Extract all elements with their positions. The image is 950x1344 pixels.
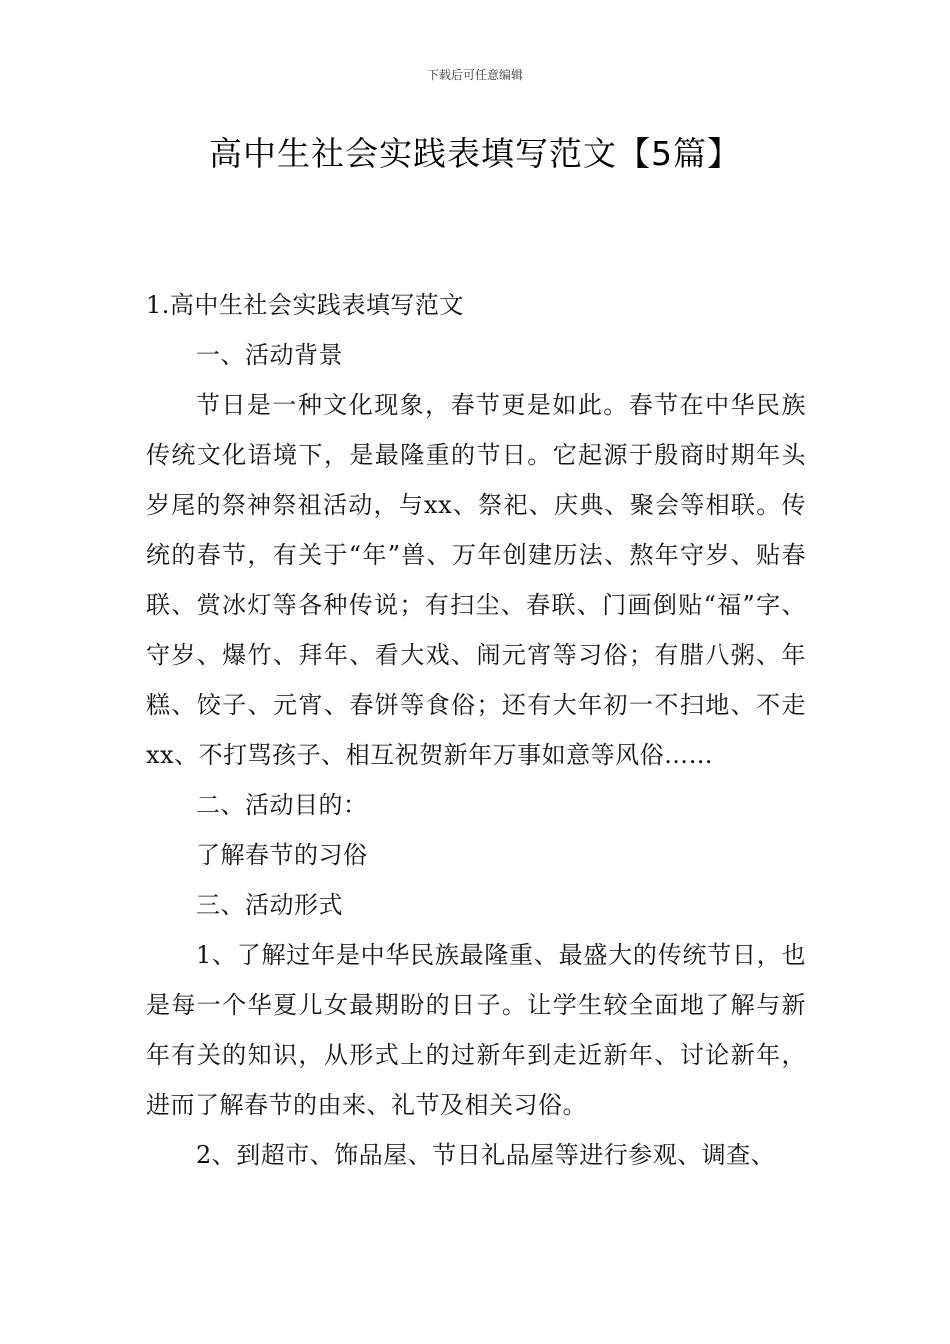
- paragraph-activity-purpose: 了解春节的习俗: [196, 841, 368, 869]
- paragraph-activity-background: 节日是一种文化现象，春节更是如此。春节在中华民族传统文化语境下，是最隆重的节日。它起源于殷商时期年头岁尾的祭神祭祖活动，与xx、祭祀、庆典、聚会等相联。传统的春节，有关于“年”兽、万年创建历法、熬年守岁、贴春联、赏冰灯等各种传说；有扫尘、春联、门画倒贴“福”字、守岁、爆竹、拜年、看大戏、闹元宵等习俗；有腊八粥、年糕、饺子、元宵、春饼等食俗；还有大年初一不扫地、不走xx、不打骂孩子、相互祝贺新年万事如意等风俗……: [146, 391, 806, 769]
- heading-activity-background: 一、活动背景: [196, 341, 343, 369]
- heading-activity-form: 三、活动形式: [196, 891, 343, 919]
- document-title: 高中生社会实践表填写范文【5篇】: [209, 134, 741, 173]
- section-heading: 1.高中生社会实践表填写范文: [146, 291, 464, 319]
- page-header-note: 下载后可任意编辑: [426, 68, 523, 82]
- heading-activity-purpose: 二、活动目的：: [196, 791, 368, 819]
- document-body: [146, 280, 806, 1180]
- paragraph-activity-form-item-2: 2、到超市、饰品屋、节日礼品屋等进行参观、调查、: [196, 1141, 776, 1169]
- paragraph-activity-form-item-1: 1、了解过年是中华民族最隆重、最盛大的传统节日，也是每一个华夏儿女最期盼的日子。让学生较全面地了解与新年有关的知识，从形式上的过新年到走近新年、讨论新年，进而了解春节的由来、礼节及相关习俗。: [146, 941, 806, 1119]
